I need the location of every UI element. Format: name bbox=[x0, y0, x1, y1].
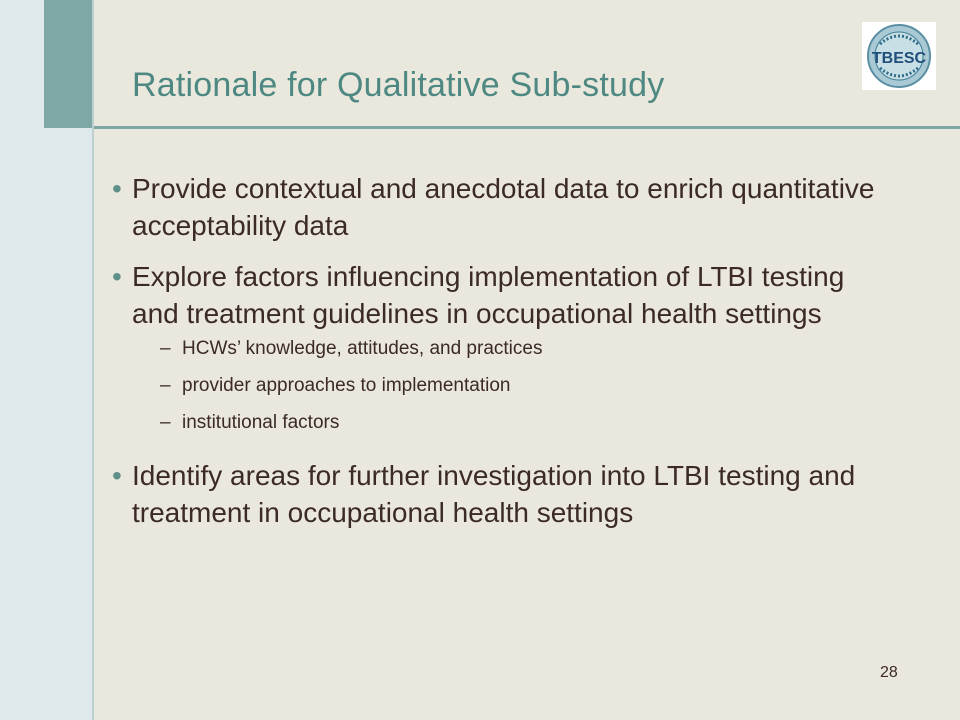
sub-bullet-item bbox=[160, 336, 892, 361]
sub-bullet-item bbox=[160, 373, 892, 398]
slide-title: Rationale for Qualitative Sub-study bbox=[132, 66, 665, 104]
bullet-item bbox=[112, 258, 892, 332]
sub-bullet-marker: – bbox=[160, 338, 171, 359]
header-divider bbox=[94, 126, 960, 129]
bullet-text: Explore factors influencing implementation of LTBI testing and treatment guidelines in occupational health settings bbox=[132, 261, 845, 329]
bullet-text: Provide contextual and anecdotal data to enrich quantitative acceptability data bbox=[132, 173, 875, 241]
bullet-item bbox=[112, 170, 892, 244]
bullet-text: Identify areas for further investigation into LTBI testing and treatment in occupational health settings bbox=[132, 460, 856, 528]
sub-bullet-text: provider approaches to implementation bbox=[182, 375, 511, 396]
sub-bullet-text: institutional factors bbox=[182, 412, 340, 433]
left-divider bbox=[92, 0, 94, 720]
title-band bbox=[44, 0, 960, 128]
sub-bullet-text: HCWs’ knowledge, attitudes, and practices bbox=[182, 338, 543, 359]
sub-bullet-marker: – bbox=[160, 375, 171, 396]
sub-bullet-item bbox=[160, 410, 892, 435]
bullet-marker: • bbox=[112, 173, 122, 204]
tbesc-logo-icon bbox=[862, 22, 936, 90]
title-band-accent bbox=[44, 0, 94, 128]
page-number: 28 bbox=[880, 664, 898, 681]
bullet-marker: • bbox=[112, 261, 122, 292]
slide-content bbox=[112, 170, 892, 545]
bullet-item bbox=[112, 457, 892, 531]
sub-bullet-marker: – bbox=[160, 412, 171, 433]
logo-text: TBESC bbox=[871, 50, 927, 67]
bullet-marker: • bbox=[112, 460, 122, 491]
sub-bullet-list bbox=[112, 336, 892, 435]
